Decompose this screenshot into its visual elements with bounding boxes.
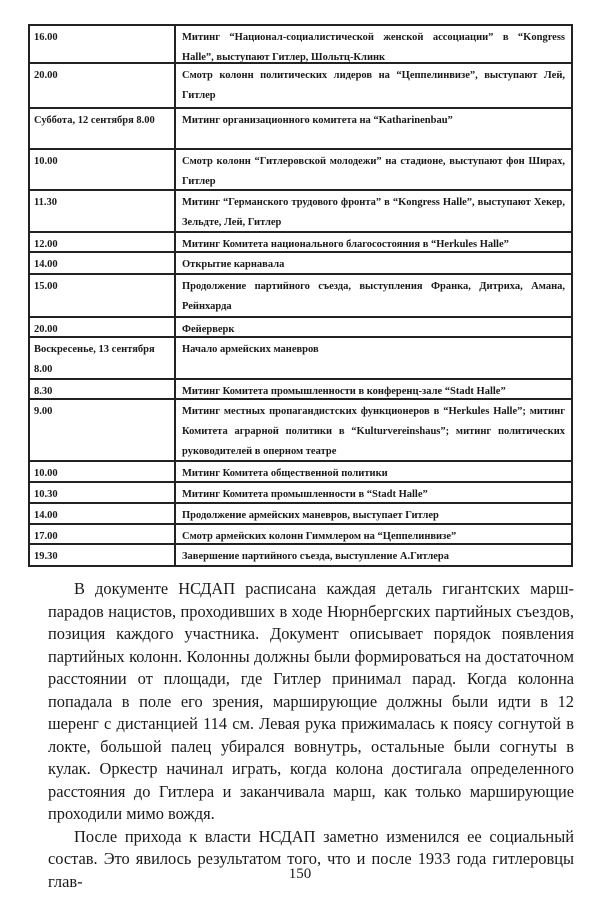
time-cell: 19.30 <box>30 545 176 565</box>
table-row <box>30 233 571 253</box>
time-cell: 17.00 <box>30 525 176 543</box>
event-cell: Смотр колонн политических лидеров на “Цеппелинвизе”, выступают Лей, Гитлер <box>182 70 565 101</box>
event-cell: Смотр колонн “Гитлеровской молодежи” на стадионе, выступают фон Ширах, Гитлер <box>182 156 565 187</box>
page-number: 150 <box>288 866 312 882</box>
paragraph: В документе НСДАП расписана каждая деталь гигантских марш-парадов нацистов, проходивших в ходе Нюрнбергских партийных съездов, позиция каждого участника. Документ описывает порядок появления партийных колонн. Колонны должны были формироваться на достаточном расстоянии от площади, где Гитлер принимал парад. Когда колонна попадала в поле его зрения, марширующие должны были идти в 12 шеренг с дистанцией 114 см. Левая рука прижималась к поясу согнутой в локте, большой палец убирался вовнутрь, остальные были согнуты в кулак. Оркестр начинал играть, когда колона достигала определенного расстояния до Гитлера и заканчивала марш, как только марширующие проходили мимо вождя. <box>48 579 574 823</box>
event-cell: Митинг Комитета промышленности в “Stadt Halle” <box>182 489 428 500</box>
table-row <box>30 400 571 462</box>
table-row <box>30 275 571 318</box>
time-cell: 10.30 <box>30 483 176 502</box>
event-cell: Митинг местных пропагандистских функционеров в “Herkules Halle”; митинг Комитета аграрной политики в “Kulturvereinshaus”; митинг политических руководителей в оперном театре <box>182 406 565 457</box>
time-cell: 9.00 <box>30 400 176 460</box>
table-row <box>30 525 571 545</box>
time-cell: Воскресенье, 13 сентября 8.00 <box>30 338 176 378</box>
event-cell: Продолжение армейских маневров, выступает Гитлер <box>182 510 439 521</box>
time-cell: 8.30 <box>30 380 176 398</box>
table-row <box>30 318 571 338</box>
table-row <box>30 150 571 191</box>
time-cell: 11.30 <box>30 191 176 231</box>
time-cell: 15.00 <box>30 275 176 316</box>
table-row <box>30 462 571 483</box>
schedule-table <box>28 24 573 567</box>
event-cell: Смотр армейских колонн Гиммлером на “Цеппелинвизе” <box>182 531 457 542</box>
time-cell: 20.00 <box>30 318 176 336</box>
table-row <box>30 380 571 400</box>
table-row <box>30 545 571 567</box>
body-text <box>48 578 574 893</box>
event-cell: Митинг “Германского трудового фронта” в “Kongress Halle”, выступают Хекер, Зельдте, Лей, Гитлер <box>182 197 565 228</box>
event-cell: Митинг организационного комитета на “Katharinenbau” <box>182 115 453 126</box>
time-cell: 14.00 <box>30 253 176 273</box>
event-cell: Фейерверк <box>182 324 235 335</box>
table-row <box>30 26 571 64</box>
time-cell: 16.00 <box>30 26 176 62</box>
table-row <box>30 191 571 233</box>
time-cell: 12.00 <box>30 233 176 251</box>
event-cell: Открытие карнавала <box>182 259 285 270</box>
event-cell: Митинг Комитета промышленности в конференц-зале “Stadt Halle” <box>182 386 506 397</box>
table-row <box>30 253 571 275</box>
time-cell: 14.00 <box>30 504 176 523</box>
time-cell: Суббота, 12 сентября 8.00 <box>30 109 176 148</box>
table-row <box>30 504 571 525</box>
table-row <box>30 109 571 150</box>
table-row <box>30 64 571 109</box>
event-cell: Митинг Комитета общественной политики <box>182 468 388 479</box>
table-row <box>30 338 571 380</box>
event-cell: Митинг Комитета национального благосостояния в “Herkules Halle” <box>182 239 509 250</box>
time-cell: 20.00 <box>30 64 176 107</box>
event-cell: Продолжение партийного съезда, выступления Франка, Дитриха, Амана, Рейнхарда <box>182 281 565 312</box>
event-cell: Завершение партийного съезда, выступление А.Гитлера <box>182 551 449 562</box>
time-cell: 10.00 <box>30 150 176 189</box>
event-cell: Начало армейских маневров <box>182 344 319 355</box>
table-row <box>30 483 571 504</box>
event-cell: Митинг “Национал-социалистической женской ассоциации” в “Kongress Halle”, выступают Гитлер, Шольтц-Клинк <box>182 32 565 63</box>
paragraph: После прихода к власти НСДАП заметно изменился ее социальный состав. Это явилось результатом того, что и после 1933 года гитлеровцы глав- <box>48 826 574 891</box>
time-cell: 10.00 <box>30 462 176 481</box>
